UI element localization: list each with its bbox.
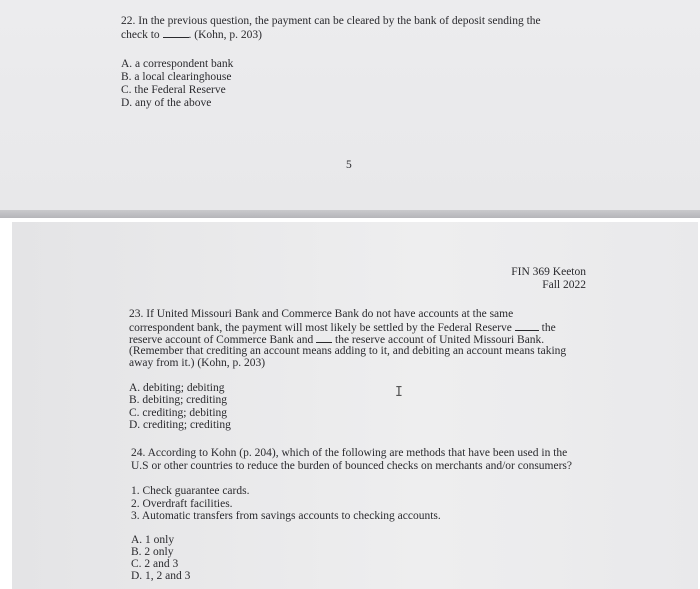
question-24-text-line1: 24. According to Kohn (p. 204), which of the following are methods that have been used in the <box>131 447 568 459</box>
question-24-text-line2: U.S or other countries to reduce the burden of bounced checks on merchants and/or consumers? <box>131 460 573 472</box>
q23-option-c: C. crediting; debiting <box>129 407 228 419</box>
q24-option-b: B. 2 only <box>131 546 174 558</box>
question-23-text-line1: 23. If United Missouri Bank and Commerce Bank do not have accounts at the same <box>129 308 514 320</box>
question-23-text-line4: (Remember that crediting an account means adding to it, and debiting an account means taking <box>129 345 567 357</box>
q23-option-d: D. crediting; crediting <box>129 419 231 431</box>
question-22-text-line2 <box>121 28 262 42</box>
q23-option-a: A. debiting; debiting <box>129 382 225 394</box>
q22-option-c: C. the Federal Reserve <box>121 84 226 96</box>
q24-item-2: 2. Overdraft facilities. <box>131 498 233 510</box>
question-23-line3-end: the reserve account of United Missouri Bank. <box>335 334 545 346</box>
question-23-text-line5: away from it.) (Kohn, p. 203) <box>129 357 266 369</box>
document-page-bottom <box>12 222 698 589</box>
q24-option-d: D. 1, 2 and 3 <box>131 570 191 582</box>
page-separator <box>0 210 700 218</box>
text-cursor-icon: I <box>395 385 403 400</box>
q23-option-b: B. debiting; crediting <box>129 394 228 406</box>
q24-item-1: 1. Check guarantee cards. <box>131 485 250 497</box>
page-number: 5 <box>346 159 352 171</box>
question-23-line2-end: the <box>541 322 556 334</box>
question-22-line2-start: check to <box>121 29 160 41</box>
q24-item-3: 3. Automatic transfers from savings accounts to checking accounts. <box>131 510 441 522</box>
q24-option-a: A. 1 only <box>131 534 175 546</box>
fill-in-blank <box>163 28 189 38</box>
question-22-line2-end: . (Kohn, p. 203) <box>188 29 262 41</box>
document-page-top <box>0 0 700 210</box>
q22-option-b: B. a local clearinghouse <box>121 71 232 83</box>
q24-option-c: C. 2 and 3 <box>131 558 179 570</box>
question-23-line3-start: reserve account of Commerce Bank and <box>129 334 314 346</box>
course-header: FIN 369 Keeton <box>511 266 586 278</box>
q22-option-a: A. a correspondent bank <box>121 58 234 70</box>
fill-in-blank <box>316 333 332 343</box>
question-23-line2-start: correspondent bank, the payment will most likely be settled by the Federal Reserve <box>129 322 512 334</box>
question-22-text-line1: 22. In the previous question, the payment can be cleared by the bank of deposit sending the <box>121 15 541 27</box>
q22-option-d: D. any of the above <box>121 97 212 109</box>
fill-in-blank <box>515 321 539 331</box>
term-header: Fall 2022 <box>542 279 586 291</box>
